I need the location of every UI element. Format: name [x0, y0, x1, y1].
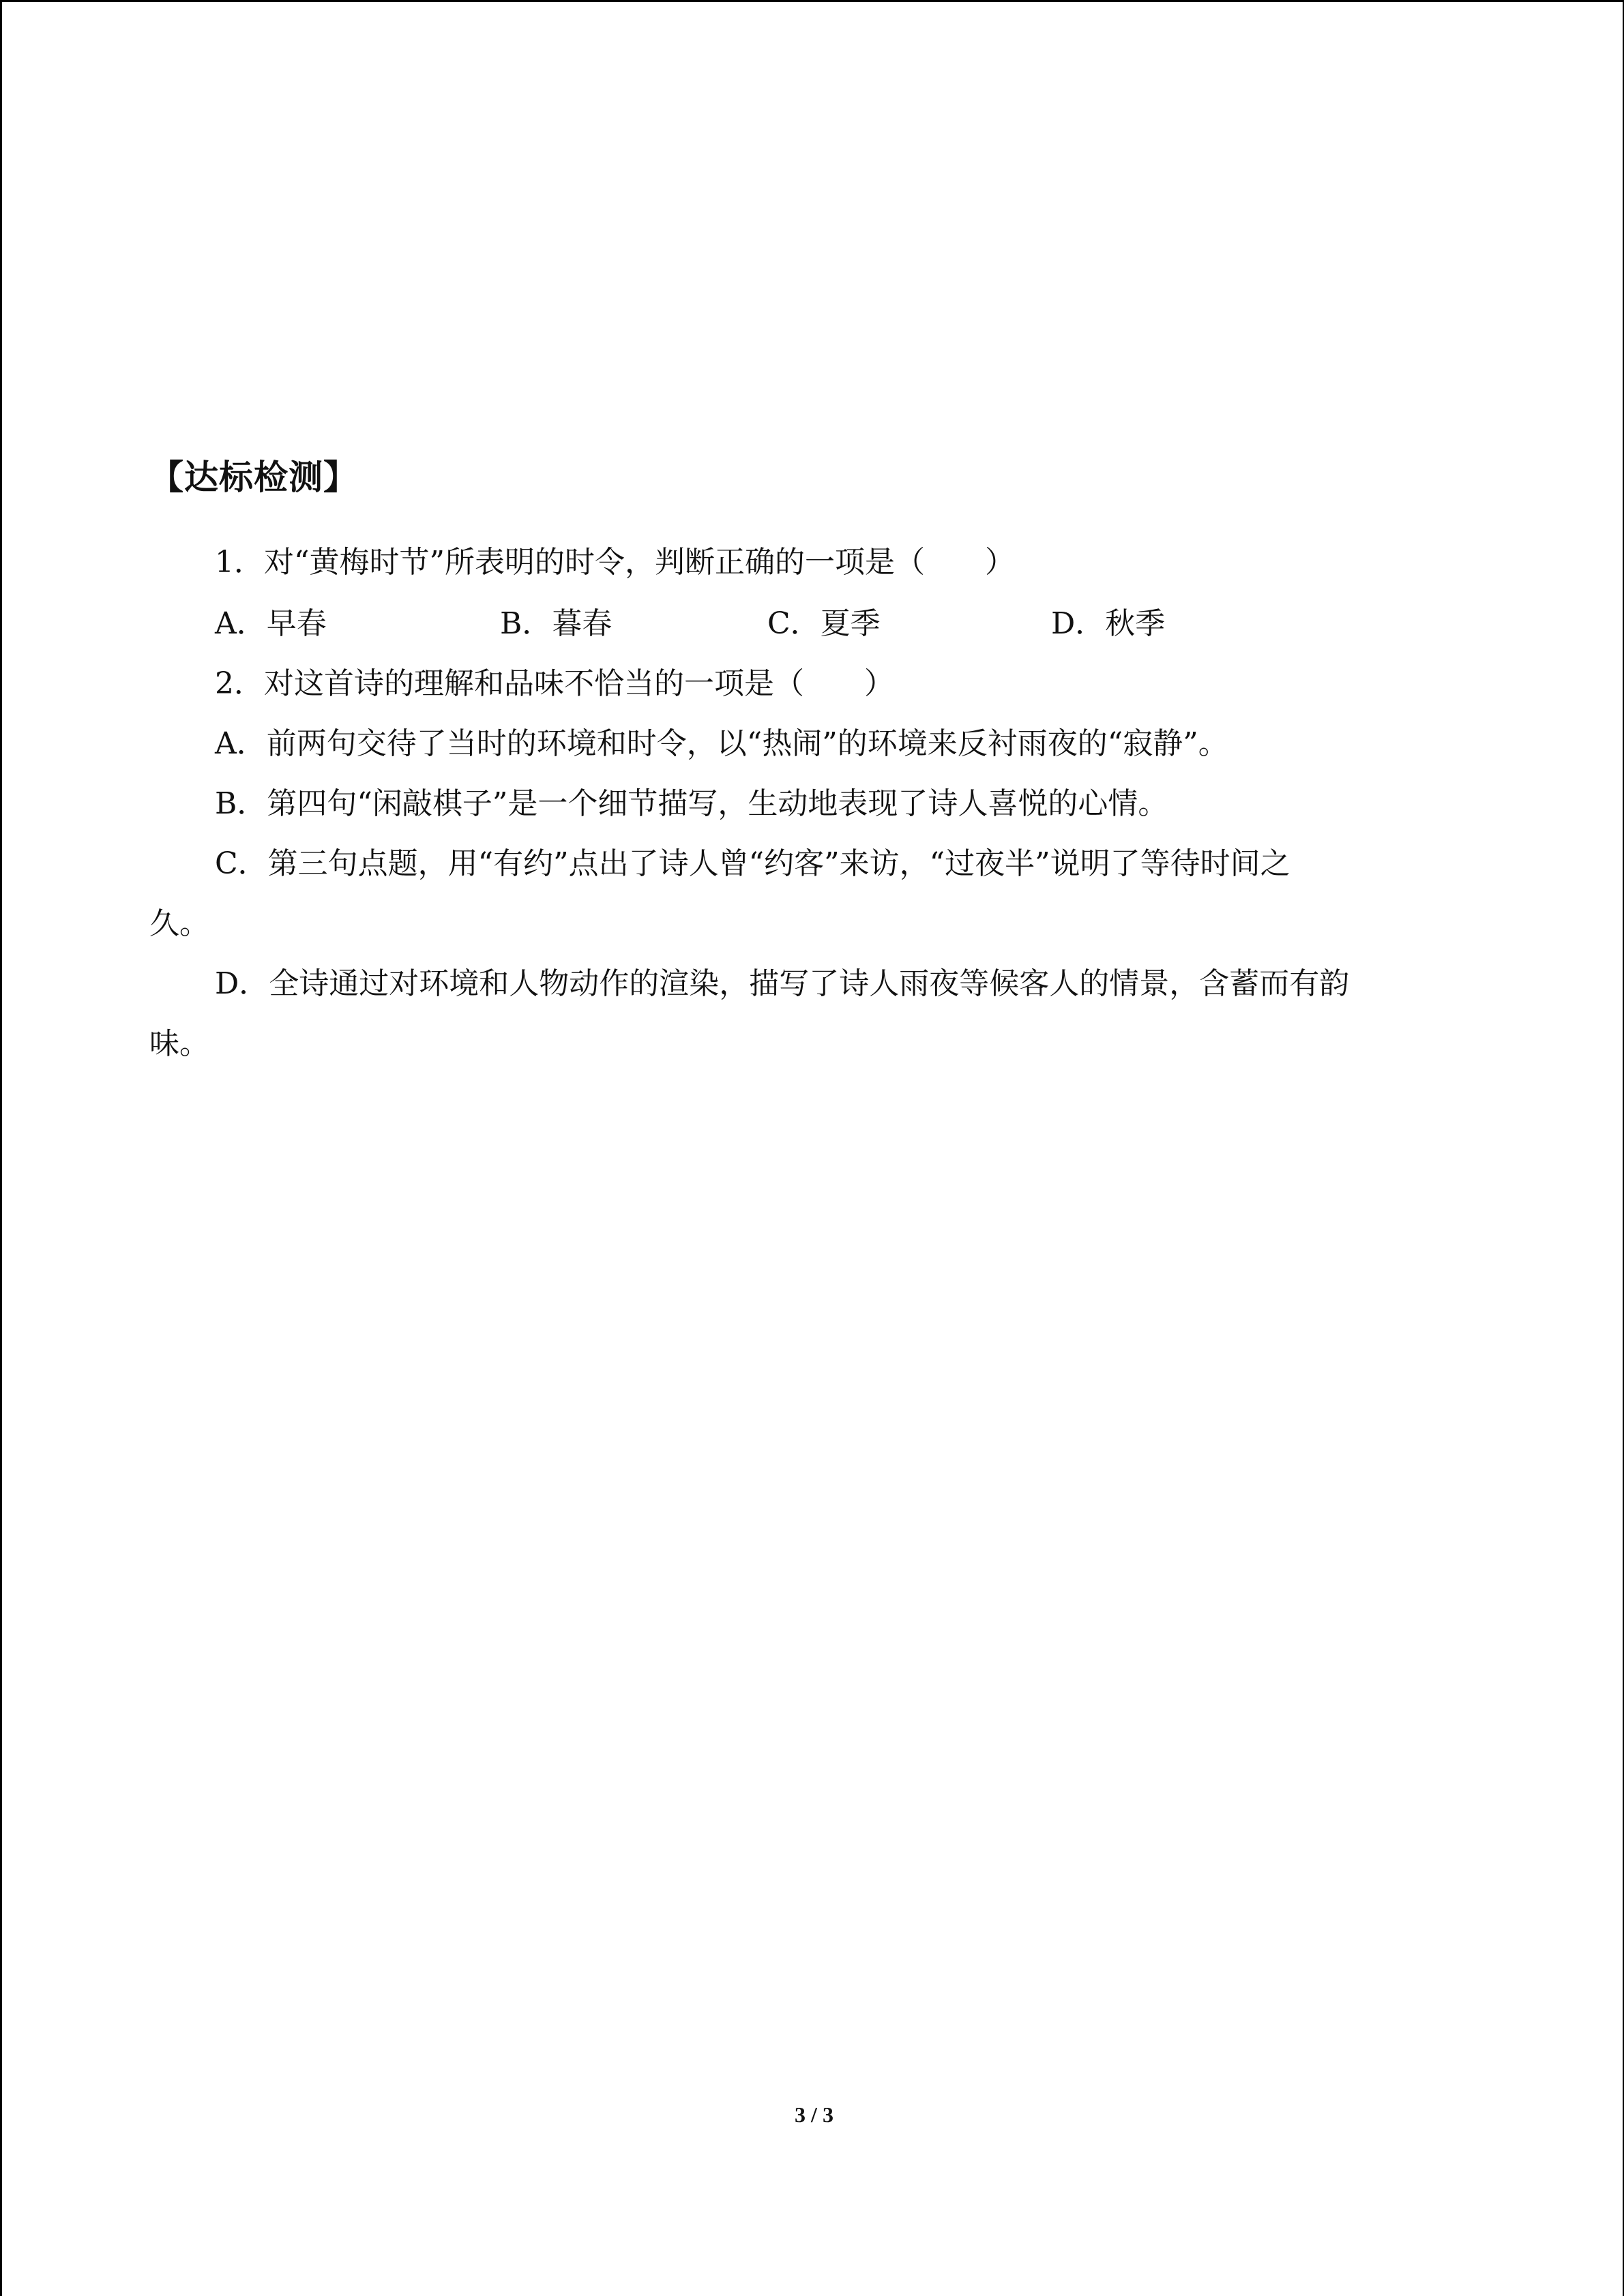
question-2-option-a: A．前两句交待了当时的环境和时令，以“热闹”的环境来反衬雨夜的“寂静”。 [215, 726, 1228, 761]
question-2-option-c-continued: 久。 [149, 906, 209, 941]
question-1-stem: 1．对“黄梅时节”所表明的时令，判断正确的一项是（ ） [215, 545, 1015, 580]
question-2-stem: 2．对这首诗的理解和品味不恰当的一项是（ ） [215, 666, 894, 701]
question-1-option-d: D．秋季 [1051, 606, 1166, 641]
question-2-option-c: C．第三句点题，用“有约”点出了诗人曾“约客”来访，“过夜半”说明了等待时间之 [215, 846, 1290, 881]
question-1-option-b: B．暮春 [500, 606, 612, 641]
question-2-option-d: D．全诗通过对环境和人物动作的渲染，描写了诗人雨夜等候客人的情景，含蓄而有韵 [215, 966, 1350, 1001]
question-1-option-c: C．夏季 [767, 606, 881, 641]
section-title: 【达标检测】 [149, 458, 358, 497]
question-2-option-b: B．第四句“闲敲棋子”是一个细节描写，生动地表现了诗人喜悦的心情。 [215, 786, 1168, 821]
question-1-option-a: A．早春 [215, 606, 327, 641]
page-number: 3 / 3 [795, 2102, 833, 2127]
question-2-option-d-continued: 味。 [149, 1026, 209, 1061]
